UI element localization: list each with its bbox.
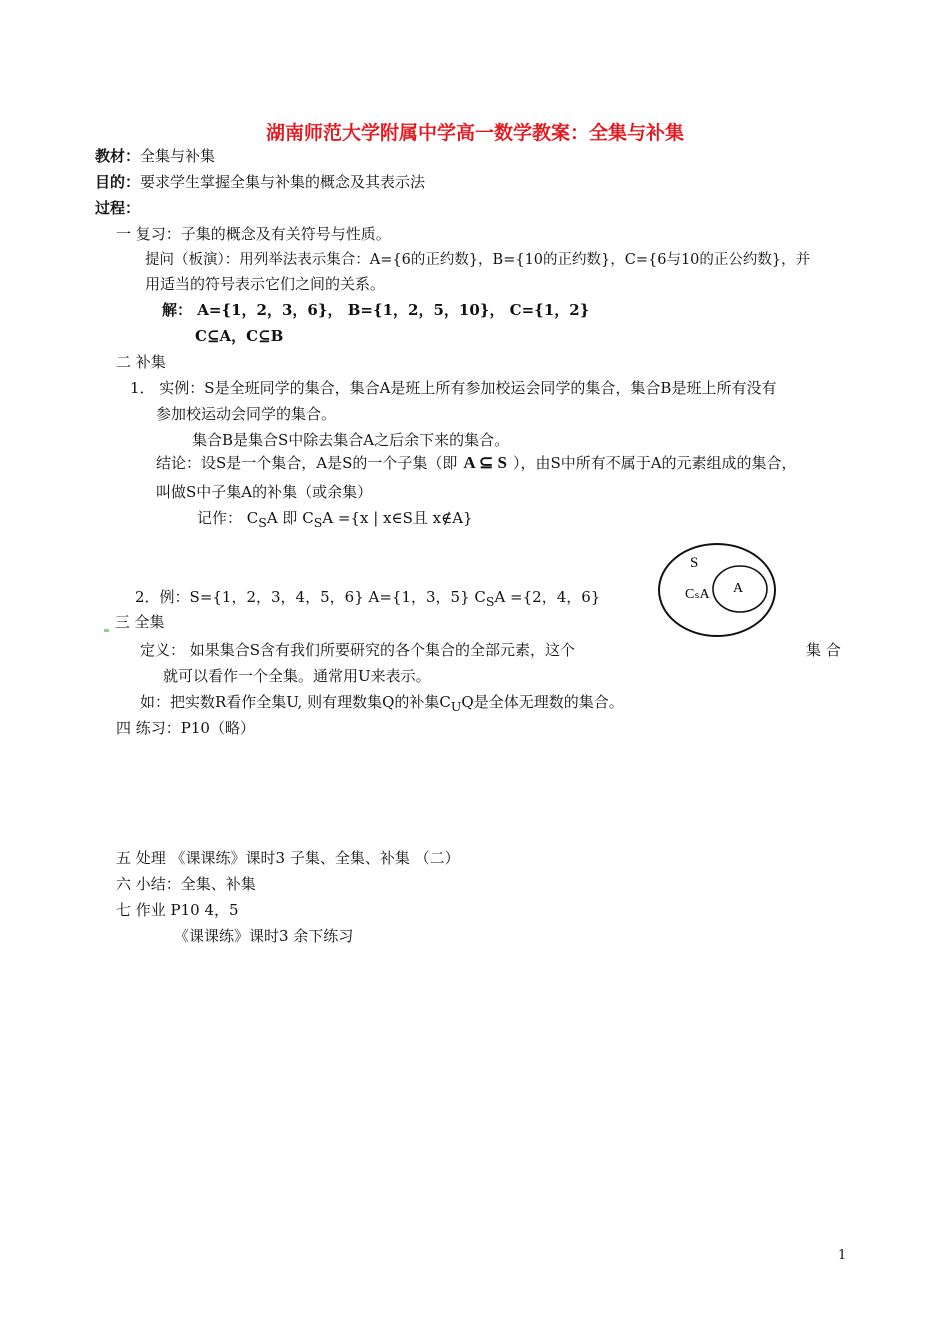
definition-line-2: 就可以看作一个全集。通常用U来表示。 bbox=[163, 667, 431, 685]
example1-line-3: 集合B是集合S中除去集合A之后余下来的集合。 bbox=[192, 431, 510, 449]
solution-line bbox=[162, 300, 589, 320]
universal-set-example: 如：把实数R看作全集U, 则有理数集Q的补集$C_UQ$是全体无理数的集合。 bbox=[140, 693, 624, 714]
textbook-label: 教材： bbox=[95, 147, 141, 165]
complement-heading: 二 补集 bbox=[116, 353, 166, 371]
process-label: 过程： bbox=[95, 199, 141, 217]
textbook-value: 全集与补集 bbox=[140, 147, 216, 165]
conclusion-line-1 bbox=[156, 453, 797, 473]
page-number: 1 bbox=[838, 1248, 847, 1263]
solution-label: 解： bbox=[162, 301, 193, 319]
example2-line: 2．例：S={1，2，3，4，5，6} A={1，3，5} $C_SA =\{2$，4，6} bbox=[135, 588, 601, 609]
question-line-1: 提问（板演）：用列举法表示集合：A={6的正约数}，B={10的正约数}，C={6与10的正公约数}，并 bbox=[145, 252, 811, 268]
universal-set-heading bbox=[103, 612, 165, 632]
definition-line-1-end: 集 合 bbox=[806, 641, 841, 659]
homework-heading: 七 作业 P10 4，5 bbox=[116, 901, 239, 919]
example1-line-2: 参加校运动会同学的集合。 bbox=[156, 405, 337, 423]
summary-heading: 六 小结：全集、补集 bbox=[116, 875, 256, 893]
conclusion-text-b: ），由S中所有不属于A的元素组成的集合， bbox=[512, 454, 797, 472]
example1-line-1: 1． 实例：S是全班同学的集合，集合A是班上所有参加校运会同学的集合，集合B是班上所有没有 bbox=[130, 379, 777, 397]
venn-diagram bbox=[655, 540, 785, 640]
conclusion-line-2: 叫做S中子集A的补集（或余集） bbox=[156, 483, 373, 501]
universal-set-heading-text: 三 全集 bbox=[114, 613, 165, 631]
complement-label: CₛA bbox=[685, 587, 710, 602]
definition-line-1: 定义： 如果集合S含有我们所要研究的各个集合的全部元素，这个 bbox=[140, 641, 576, 659]
goal-label: 目的： bbox=[95, 173, 141, 191]
exercise-heading: 四 练习：P10（略） bbox=[116, 719, 255, 737]
set-s-label: S bbox=[690, 555, 699, 571]
notation-line: 记作： $C_SA$ 即 $C_SA =\{x$ | x∈S且 x∉A} bbox=[197, 509, 473, 530]
question-line-2: 用适当的符号表示它们之间的关系。 bbox=[145, 275, 386, 293]
edit-mark bbox=[104, 629, 109, 632]
set-a-label: A bbox=[733, 581, 744, 596]
goal-line bbox=[95, 172, 425, 192]
homework-line-2: 《课课练》课时3 余下练习 bbox=[174, 927, 354, 945]
document-title: 湖南师范大学附属中学高一数学教案：全集与补集 bbox=[265, 122, 684, 144]
subset-symbol: A ⊆ S bbox=[463, 453, 507, 472]
handling-heading: 五 处理 《课课练》课时3 子集、全集、补集 （二） bbox=[116, 849, 460, 867]
solution-value: A={1，2，3，6}， B={1，2，5，10}， C={1，2} bbox=[197, 301, 590, 319]
conclusion-text-a: 结论：设S是一个集合，A是S的一个子集（即 bbox=[156, 454, 458, 472]
textbook-line bbox=[95, 146, 215, 166]
subset-relation: C⊆A，C⊆B bbox=[195, 327, 284, 345]
goal-value: 要求学生掌握全集与补集的概念及其表示法 bbox=[140, 173, 426, 191]
review-heading: 一 复习：子集的概念及有关符号与性质。 bbox=[116, 225, 391, 243]
universal-set-ellipse bbox=[659, 544, 775, 636]
